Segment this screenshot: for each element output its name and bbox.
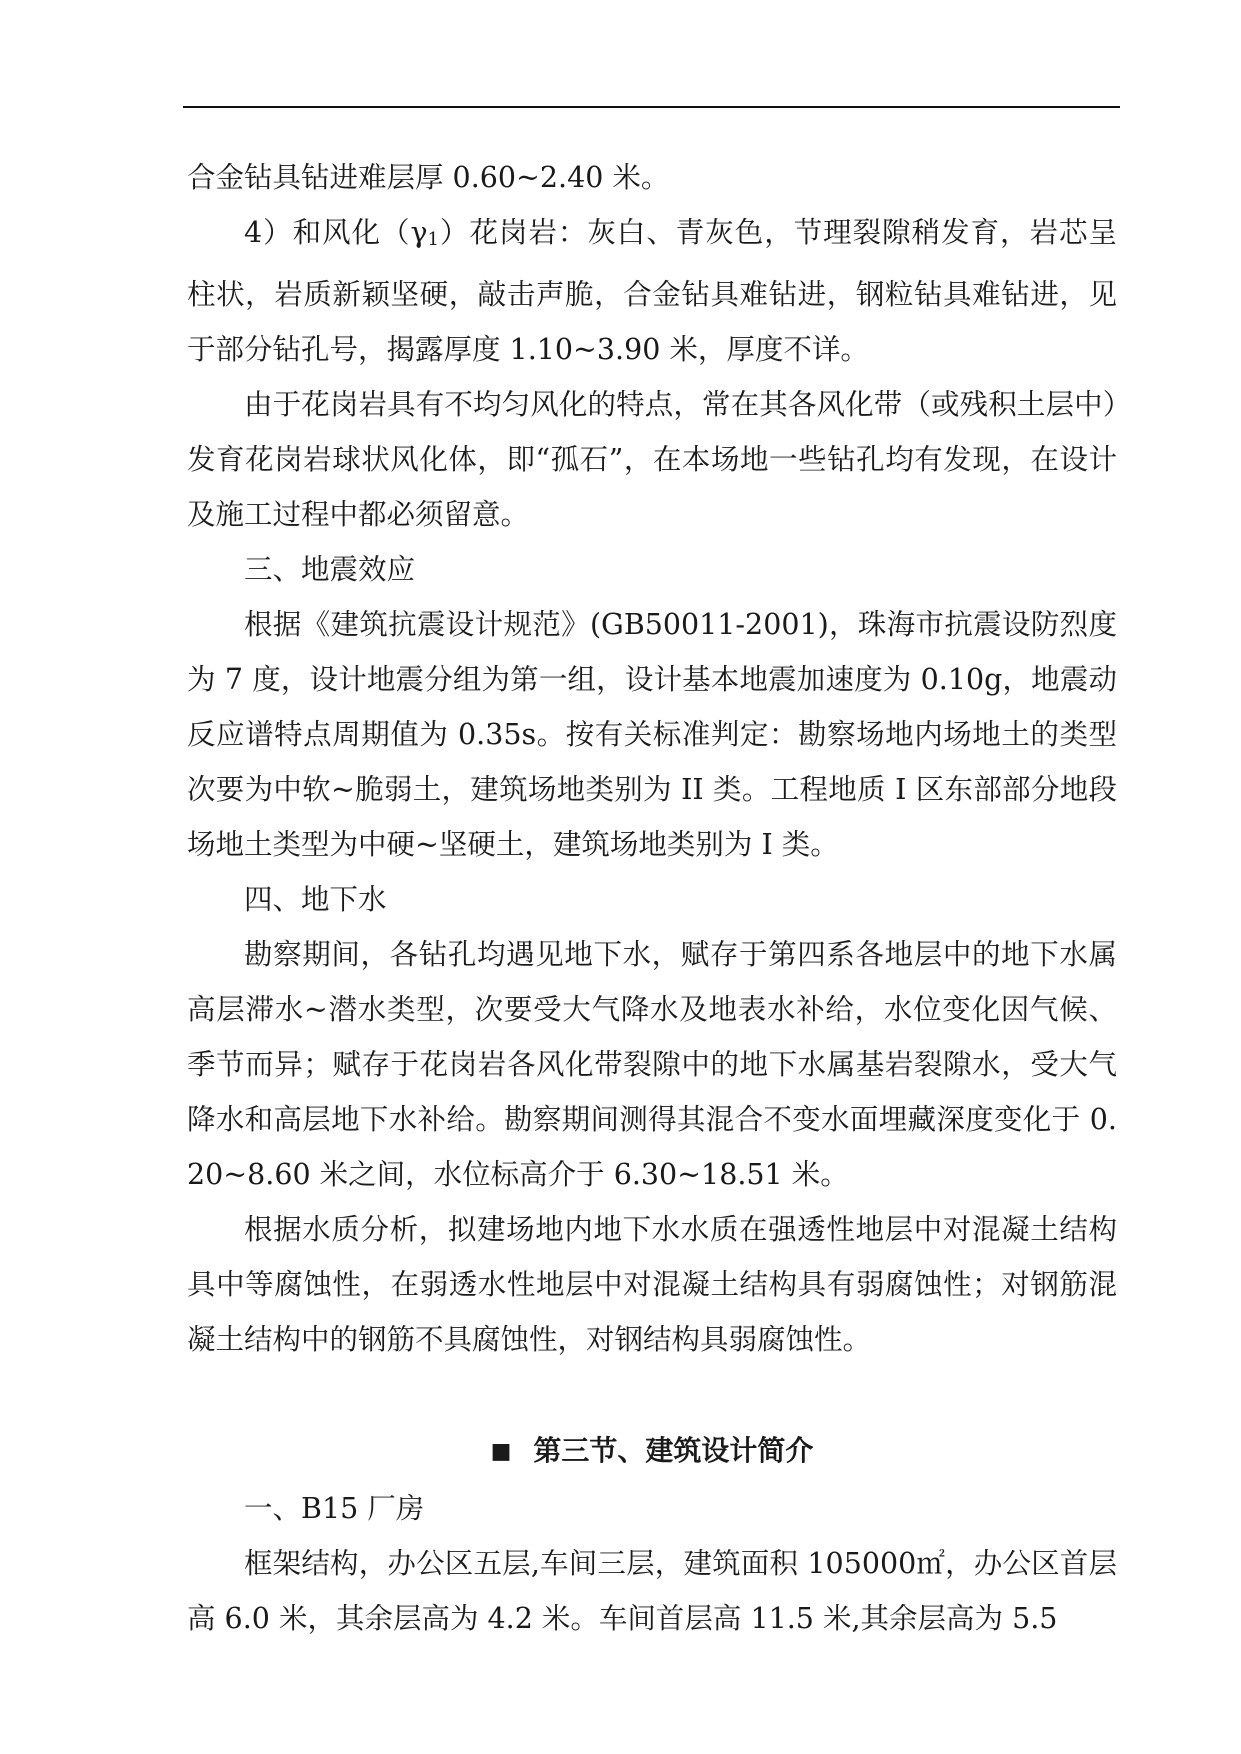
gamma-symbol: γ (410, 216, 428, 249)
gamma-subscript: 1 (427, 229, 439, 250)
paragraph-groundwater-survey: 勘察期间，各钻孔均遇见地下水，赋存于第四系各地层中的地下水属高层滞水~潜水类型，次要受大气降水及地表水补给，水位变化因气候、季节而异；赋存于花岗岩各风化带裂隙中的地下水属基岩裂隙水，受大气降水和高层地下水补给。勘察期间测得其混合不变水面埋藏深度变化于 0.20~8.60 米之间，水位标高介于 6.30~18.51 米。 (187, 938, 1117, 1191)
paragraph-water-corrosion: 根据水质分析，拟建场地内地下水水质在强透性地层中对混凝土结构具中等腐蚀性，在弱透水性地层中对混凝土结构具有弱腐蚀性；对钢筋混凝土结构中的钢筋不具腐蚀性，对钢结构具弱腐蚀性。 (187, 1213, 1117, 1356)
heading-b15-plant: 一、B15 厂房 (244, 1492, 425, 1525)
paragraph-weathered-granite (187, 205, 1117, 377)
section-title-text: 第三节、建筑设计简介 (533, 1434, 814, 1467)
paragraph-boulders: 由于花岗岩具有不均匀风化的特点，常在其各风化带（或残积土层中）发育花岗岩球状风化体，即“孤石”，在本场地一些钻孔均有发现，在设计及施工过程中都必须留意。 (187, 388, 1117, 531)
paragraph-frame-structure: 框架结构，办公区五层,车间三层，建筑面积 105000㎡，办公区首层高 6.0 米，其余层高为 4.2 米。车间首层高 11.5 米,其余层高为 5.5 (187, 1547, 1117, 1635)
section-title (187, 1423, 1117, 1479)
header-rule (183, 106, 1120, 108)
granite-text-start: 4）和风化（ (244, 216, 411, 249)
heading-earthquake-effect: 三、地震效应 (244, 553, 416, 586)
paragraph-seismic-code: 根据《建筑抗震设计规范》(GB50011-2001)，珠海市抗震设防烈度为 7 度，设计地震分组为第一组，设计基本地震加速度为 0.10g，地震动反应谱特点周期值为 0.35s。按有关标准判定：勘察场地内场地土的类型次要为中软~脆弱土，建筑场地类别为 II 类。工程地质 I 区东部部分地段场地土类型为中硬~坚硬土，建筑场地类别为 I 类。 (187, 608, 1117, 861)
document-body (187, 150, 1117, 1646)
granite-text-rest: ）花岗岩：灰白、青灰色，节理裂隙稍发育，岩芯呈柱状，岩质新颖坚硬，敲击声脆，合金钻具难钻进，钢粒钻具难钻进，见于部分钻孔号，揭露厚度 1.10~3.90 米，厚度不详。 (187, 216, 1117, 366)
paragraph-drilling-thickness: 合金钻具钻进难层厚 0.60~2.40 米。 (187, 161, 670, 194)
square-bullet-icon: ■ (490, 1439, 512, 1464)
heading-groundwater: 四、地下水 (244, 883, 387, 916)
